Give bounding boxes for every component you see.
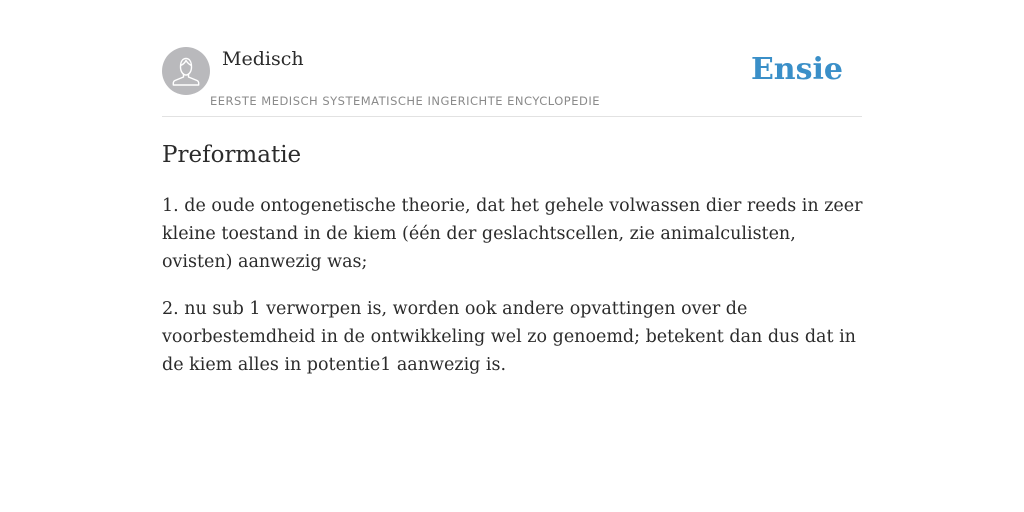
- user-silhouette-icon: [162, 47, 210, 95]
- source-subtitle: EERSTE MEDISCH SYSTEMATISCHE INGERICHTE ENCYCLOPEDIE: [210, 94, 601, 108]
- article-title: Preformatie: [162, 142, 302, 168]
- source-avatar[interactable]: [162, 47, 210, 95]
- header: [162, 47, 862, 117]
- article-content: [162, 192, 867, 398]
- definition-paragraph-2: 2. nu sub 1 verworpen is, worden ook andere opvattingen over de voorbestemdheid in de ontwikkeling wel zo genoemd; betekent dan dus dat in de kiem alles in potentie1 aanwezig is.: [162, 299, 856, 375]
- definition-paragraph-1: 1. de oude ontogenetische theorie, dat het gehele volwassen dier reeds in zeer kleine toestand in de kiem (één der geslachtscellen, zie animalculisten, ovisten) aanwezig was;: [162, 196, 863, 272]
- ensie-logo[interactable]: Ensie: [750, 52, 843, 87]
- source-name[interactable]: Medisch: [222, 48, 304, 70]
